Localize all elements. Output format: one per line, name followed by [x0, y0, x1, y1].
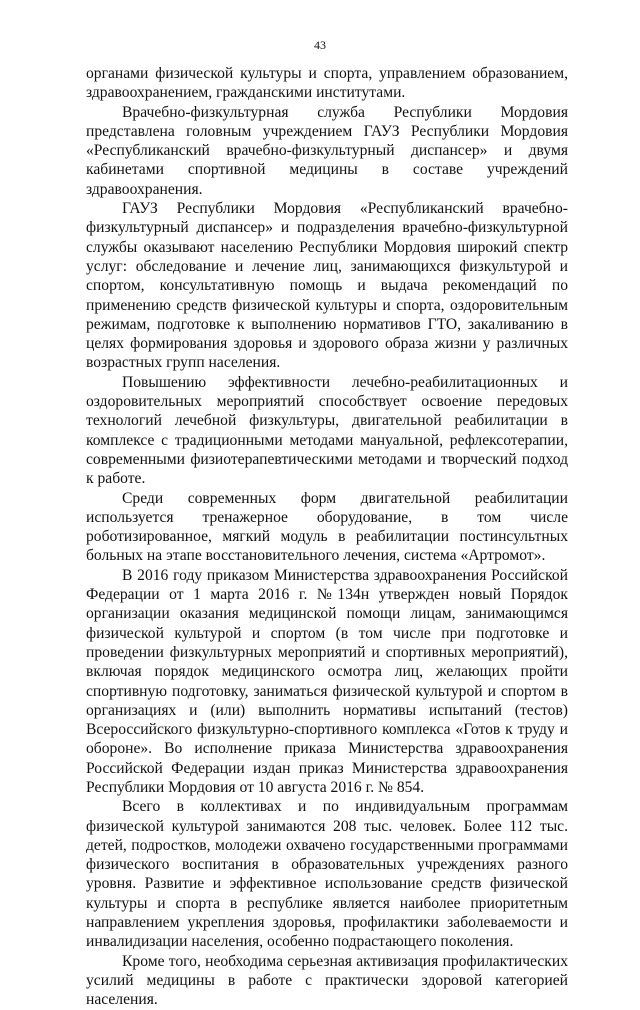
paragraph-6: В 2016 году приказом Министерства здравоохранения Российской Федерации от 1 марта 2016 г. №134н утвержден новый Порядок организации оказания медицинской помощи лицам, занимающимся физической культурой и спортом (в том числе при подготовке и проведении физкультурных мероприятий и спортивных мероприятий), включая порядок медицинского осмотра лиц, желающих пройти спортивную подготовку, заниматься физической культурой и спортом в организациях и (или) выполнить нормативы испытаний (тестов) Всероссийского физкультурно-спортивного комплекса «Готов к труду и обороне». Во исполнение приказа Министерства здравоохранения Российской Федерации издан приказ Министерства здравоохранения Республики Мордовия от 10 августа 2016 г. № 854.	[86, 566, 568, 796]
body-text	[86, 64, 568, 1010]
paragraph-7: Всего в коллективах и по индивидуальным программам физической культурой занимаются 208 тыс. человек. Более 112 тыс. детей, подростков, молодежи охвачено государственными программами физического воспитания в образовательных учреждениях разного уровня. Развитие и эффективное использование средств физической культуры и спорта в республике является наиболее приоритетным направлением укрепления здоровья, профилактики заболеваемости и инвалидизации населения, особенно подрастающего поколения.	[86, 798, 568, 951]
paragraph-8: Кроме того, необходима серьезная активизация профилактических усилий медицины в работе с практически здоровой категорией населения.	[86, 952, 568, 1009]
paragraph-2: Врачебно-физкультурная служба Республики Мордовия представлена головным учреждением ГАУЗ Республики Мордовия «Республиканский врачебно-физкультурный диспансер» и двумя кабинетами спортивной медицины в составе учреждений здравоохранения.	[86, 103, 568, 198]
paragraph-4: Повышению эффективности лечебно-реабилитационных и оздоровительных мероприятий способствует освоение передовых технологий лечебной физкультуры, двигательной реабилитации в комплексе с традиционными методами мануальной, рефлексотерапии, современными физиотерапевтическими методами и творческий подход к работе.	[86, 373, 568, 488]
paragraph-5: Среди современных форм двигательной реабилитации используется тренажерное оборудование, в том числе роботизированное, мягкий модуль в реабилитации постинсультных больных на этапе восстановительного лечения, система «Артромот».	[86, 489, 568, 565]
paragraph-1: органами физической культуры и спорта, управлением образованием, здравоохранением, гражданскими институтами.	[86, 65, 568, 102]
page-number: 43	[314, 38, 326, 52]
paragraph-3: ГАУЗ Республики Мордовия «Республиканский врачебно-физкультурный диспансер» и подразделения врачебно-физкультурной службы оказывают населению Республики Мордовия широкий спектр услуг: обследование и лечение лиц, занимающихся физкультурой и спортом, консультативную помощь и выдача рекомендаций по применению средств физической культуры и спорта, оздоровительным режимам, подготовке к выполнению нормативов ГТО, закаливанию в целях формирования здоровья и здорового образа жизни у различных возрастных групп населения.	[86, 200, 568, 372]
